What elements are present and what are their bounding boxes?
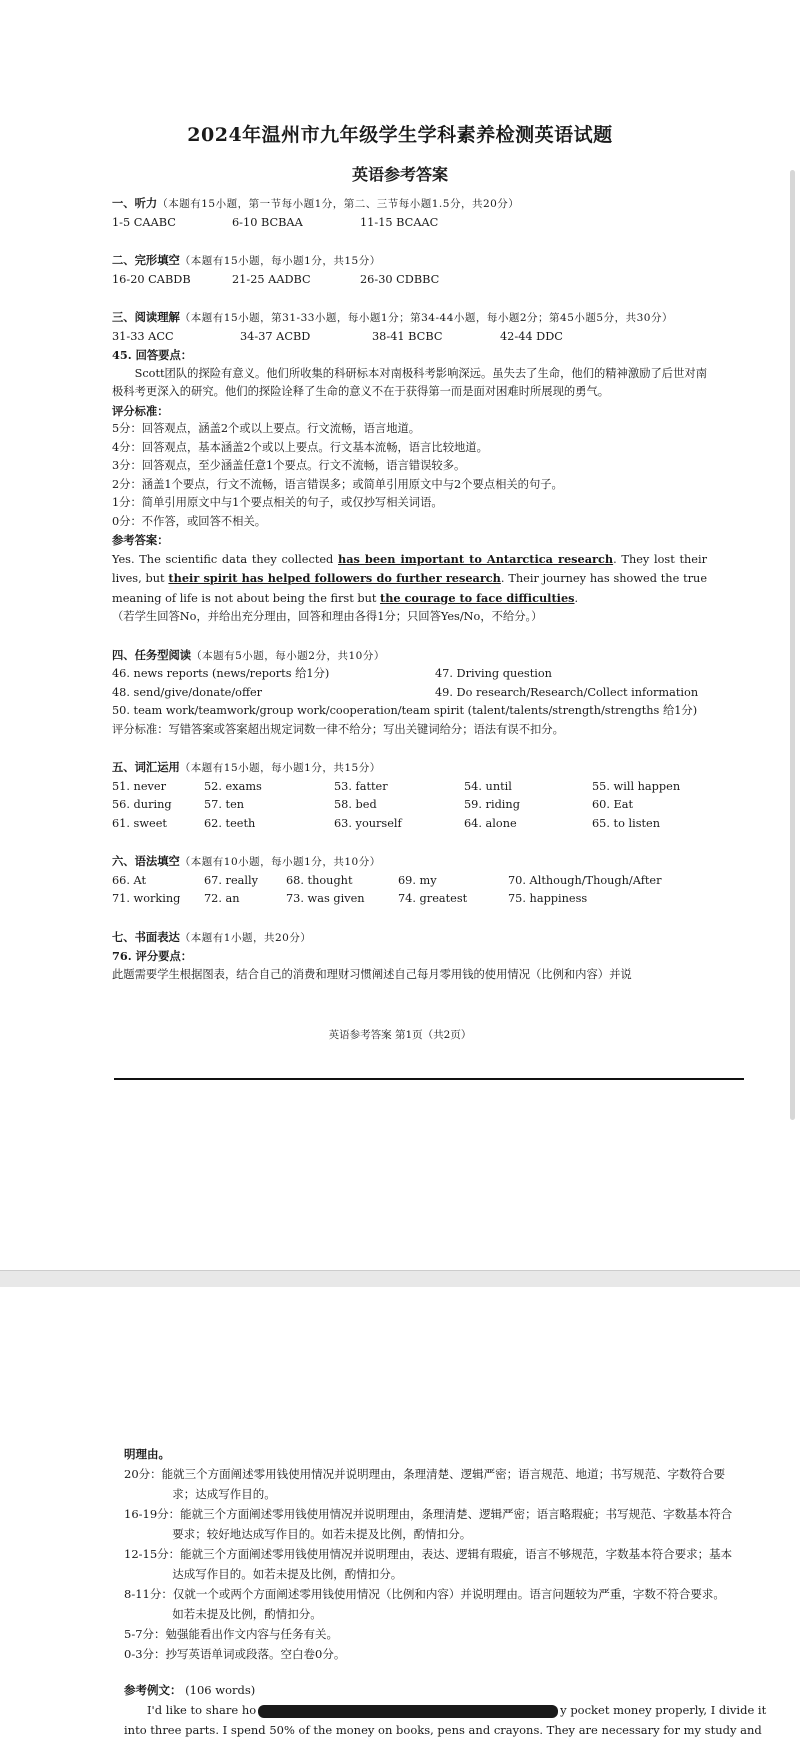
- grade-band: 5-7分：勉强能看出作文内容与任务有关。: [124, 1627, 339, 1641]
- grammar-answers-row: 71. working 72. an 73. was given 74. greatest 75. happiness: [112, 892, 588, 905]
- sample-essay-line: into three parts. I spend 50% of the money on books, pens and crayons. They are necessary for my study and: [124, 1723, 762, 1737]
- redaction-bar: [258, 1705, 558, 1718]
- task-answer: 50. team work/teamwork/group work/cooperation/team spirit (talent/talents/strength/strengths 给1分): [112, 704, 698, 717]
- section-task-reading-heading: 四、任务型阅读（本题有5小题，每小题2分，共10分）: [112, 647, 385, 662]
- section-listening-heading: 一、听力（本题有15小题，第一节每小题1分，第二、三节每小题1.5分，共20分）: [112, 196, 520, 210]
- grade-band: 20分：能就三个方面阐述零用钱使用情况并说明理由，条理清楚、逻辑严密；语言规范、地道；书写规范、字数符合要求；达成写作目的。: [124, 1467, 726, 1501]
- criteria-item: 2分：涵盖1个要点，行文不流畅，语言错误多；或简单引用原文中与2个要点相关的句子。: [112, 477, 563, 491]
- page-bottom-rule: [114, 1078, 744, 1080]
- section-grammar-heading: 六、语法填空（本题有10小题，每小题1分，共10分）: [112, 854, 381, 868]
- sample-essay-line: I'd like to share ho y pocket money properly, I divide it: [147, 1703, 767, 1717]
- grade-band: 16-19分：能就三个方面阐述零用钱使用情况并说明理由，条理清楚、逻辑严密；语言略瑕疵；书写规范、字数基本符合要求；较好地达成写作目的。如若未提及比例，酌情扣分。: [124, 1507, 733, 1541]
- grade-band: 12-15分：能就三个方面阐述零用钱使用情况并说明理由，表达、逻辑有瑕疵，语言不够规范，字数基本符合要求；基本达成写作目的。如若未提及比例，酌情扣分。: [124, 1547, 733, 1581]
- writing-requirement: 此题需要学生根据图表，结合自己的消费和理财习惯阐述自己每月零用钱的使用情况（比例和内容）并说: [112, 967, 632, 981]
- page-footer: 英语参考答案 第1页（共2页）: [328, 1029, 472, 1041]
- task-answers-row: 46. news reports (news/reports 给1分) 47. Driving question: [112, 667, 552, 680]
- reference-heading: 参考答案：: [112, 533, 169, 547]
- task-answers-row: 48. send/give/donate/offer 49. Do research/Research/Collect information: [112, 685, 699, 699]
- reference-answer: Yes. The scientific data they collected has been important to Antarctica research. They lost their lives, but their spirit has helped followers do further research. Their journey has showed the true meaning of life is not about being the first but the courage to face difficulties.: [112, 551, 708, 605]
- criteria-item: 1分：简单引用原文中与1个要点相关的句子，或仅抄写相关词语。: [112, 496, 443, 509]
- q45-heading: 45. 回答要点：: [112, 348, 193, 362]
- answer-page-2: [0, 1287, 800, 1737]
- page2-content: [124, 1444, 767, 1740]
- page-divider: [0, 1270, 800, 1288]
- answer-content: [112, 192, 707, 984]
- cloze-answers: 16-20 CABDB 21-25 AADBC 26-30 CDBBC: [112, 272, 440, 286]
- criteria-item: 0分：不作答，或回答不相关。: [112, 514, 267, 528]
- criteria-item: 5分：回答观点，涵盖2个或以上要点。行文流畅，语言地道。: [112, 422, 421, 435]
- vocab-answers-row: 51. never 52. exams 53. fatter 54. until 55. will happen: [112, 779, 681, 793]
- criteria-heading: 评分标准：: [112, 403, 169, 418]
- task-scoring-rule: 评分标准：写错答案或答案超出规定词数一律不给分；写出关键词给分；语法有误不扣分。: [112, 722, 564, 736]
- vocab-answers-row: 56. during 57. ten 58. bed 59. riding 60. Eat: [112, 798, 634, 811]
- grade-band: 0-3分：抄写英语单词或段落。空白卷0分。: [124, 1647, 346, 1661]
- section-writing-heading: 七、书面表达（本题有1小题，共20分）: [112, 929, 312, 944]
- listening-answers: 1-5 CAABC 6-10 BCBAA 11-15 BCAAC: [112, 215, 439, 229]
- criteria-item: 4分：回答观点，基本涵盖2个或以上要点。行文基本流畅，语言比较地道。: [112, 440, 488, 454]
- page-title: 2024年温州市九年级学生学科素养检测英语试题: [187, 124, 613, 146]
- writing-subheading: 76. 评分要点：: [112, 949, 193, 963]
- grade-band: 8-11分：仅就一个或两个方面阐述零用钱使用情况（比例和内容）并说明理由。语言问题较为严重，字数不符合要求。如若未提及比例，酌情扣分。: [124, 1587, 725, 1621]
- reference-note: （若学生回答No，并给出充分理由，回答和理由各得1分；只回答Yes/No，不给分。）: [112, 610, 543, 623]
- page-subtitle: 英语参考答案: [351, 165, 448, 184]
- reading-answers: 31-33 ACC 34-37 ACBD 38-41 BCBC 42-44 DDC: [112, 329, 563, 343]
- criteria-item: 3分：回答观点，至少涵盖任意1个要点。行文不流畅，语言错误较多。: [112, 459, 466, 472]
- section-reading-heading: 三、阅读理解（本题有15小题，第31-33小题，每小题1分；第34-44小题，每小题2分；第45小题5分，共30分）: [112, 310, 673, 324]
- sample-heading: 参考例文： (106 words): [124, 1683, 256, 1697]
- continuation-text: 明理由。: [124, 1447, 170, 1461]
- q45-key-points: Scott团队的探险有意义。他们所收集的科研标本对南极科考影响深远。虽失去了生命，他们的精神激励了后世对南极科考更深入的研究。他们的探险诠释了生命的意义不在于获得第一而是面对困难时所展现的勇气。: [112, 366, 707, 398]
- section-vocabulary-heading: 五、词汇运用（本题有15小题，每小题1分，共15分）: [112, 760, 381, 774]
- section-cloze-heading: 二、完形填空（本题有15小题，每小题1分，共15分）: [112, 253, 381, 267]
- scrollbar[interactable]: [790, 170, 795, 1120]
- vocab-answers-row: 61. sweet 62. teeth 63. yourself 64. alone 65. to listen: [112, 816, 661, 830]
- grammar-answers-row: 66. At 67. really 68. thought 69. my 70. Although/Though/After: [112, 873, 662, 887]
